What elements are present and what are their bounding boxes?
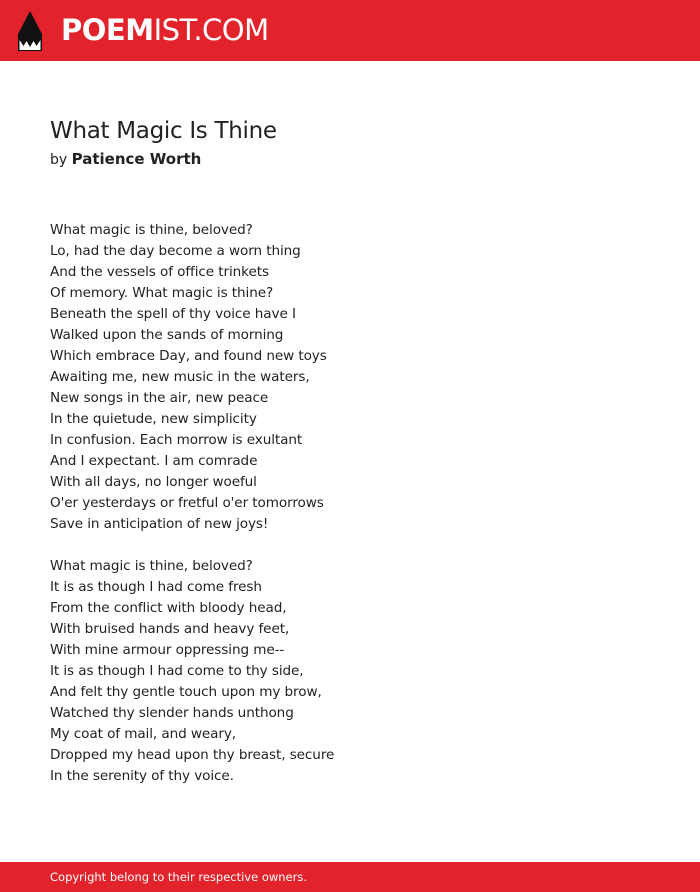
poem-line: Walked upon the sands of morning [50,327,284,343]
site-footer [0,862,700,892]
copyright-notice: Copyright belong to their respective owners. [50,870,308,884]
poem-line: Beneath the spell of thy voice have I [50,306,296,322]
logo-light-text: IST.COM [153,13,269,47]
poem-line: And the vessels of office trinkets [50,264,269,280]
poem-line: New songs in the air, new peace [50,390,269,406]
poem-line: Save in anticipation of new joys! [50,516,269,532]
stanza-1 [50,220,650,535]
poem-line: With all days, no longer woeful [50,474,257,490]
poem-line: In the serenity of thy voice. [50,768,234,784]
by-prefix: by [50,152,68,168]
poem-title: What Magic Is Thine [50,118,277,144]
poem-line: In the quietude, new simplicity [50,411,257,427]
poem-line: Awaiting me, new music in the waters, [50,369,310,385]
poem-line: Which embrace Day, and found new toys [50,348,327,364]
poem-line: My coat of mail, and weary, [50,726,237,742]
poem-line: Of memory. What magic is thine? [50,285,274,301]
poem-line: What magic is thine, beloved? [50,222,253,238]
poem-line: It is as though I had come fresh [50,579,262,595]
poem-byline [50,149,650,170]
site-logo[interactable] [61,12,269,48]
logo-bold-text: POEM [61,13,154,47]
poem-line: And felt thy gentle touch upon my brow, [50,684,322,700]
poem-line: Lo, had the day become a worn thing [50,243,301,259]
poem-line: With mine armour oppressing me-- [50,642,285,658]
poem-line: O'er yesterdays or fretful o'er tomorrows [50,495,324,511]
poem-line: In confusion. Each morrow is exultant [50,432,303,448]
poem-line: From the conflict with bloody head, [50,600,287,616]
poem-line: Watched thy slender hands unthong [50,705,294,721]
pencil-logo-icon [17,10,43,52]
stanza-2 [50,556,650,787]
poem-body [50,220,650,787]
poem-line: It is as though I had come to thy side, [50,663,304,679]
poem-line: Dropped my head upon thy breast, secure [50,747,335,763]
poem-author: Patience Worth [71,150,202,168]
site-header [0,0,700,61]
poem-line: And I expectant. I am comrade [50,453,258,469]
poem-content [50,116,650,808]
poem-line: What magic is thine, beloved? [50,558,253,574]
poem-line: With bruised hands and heavy feet, [50,621,290,637]
